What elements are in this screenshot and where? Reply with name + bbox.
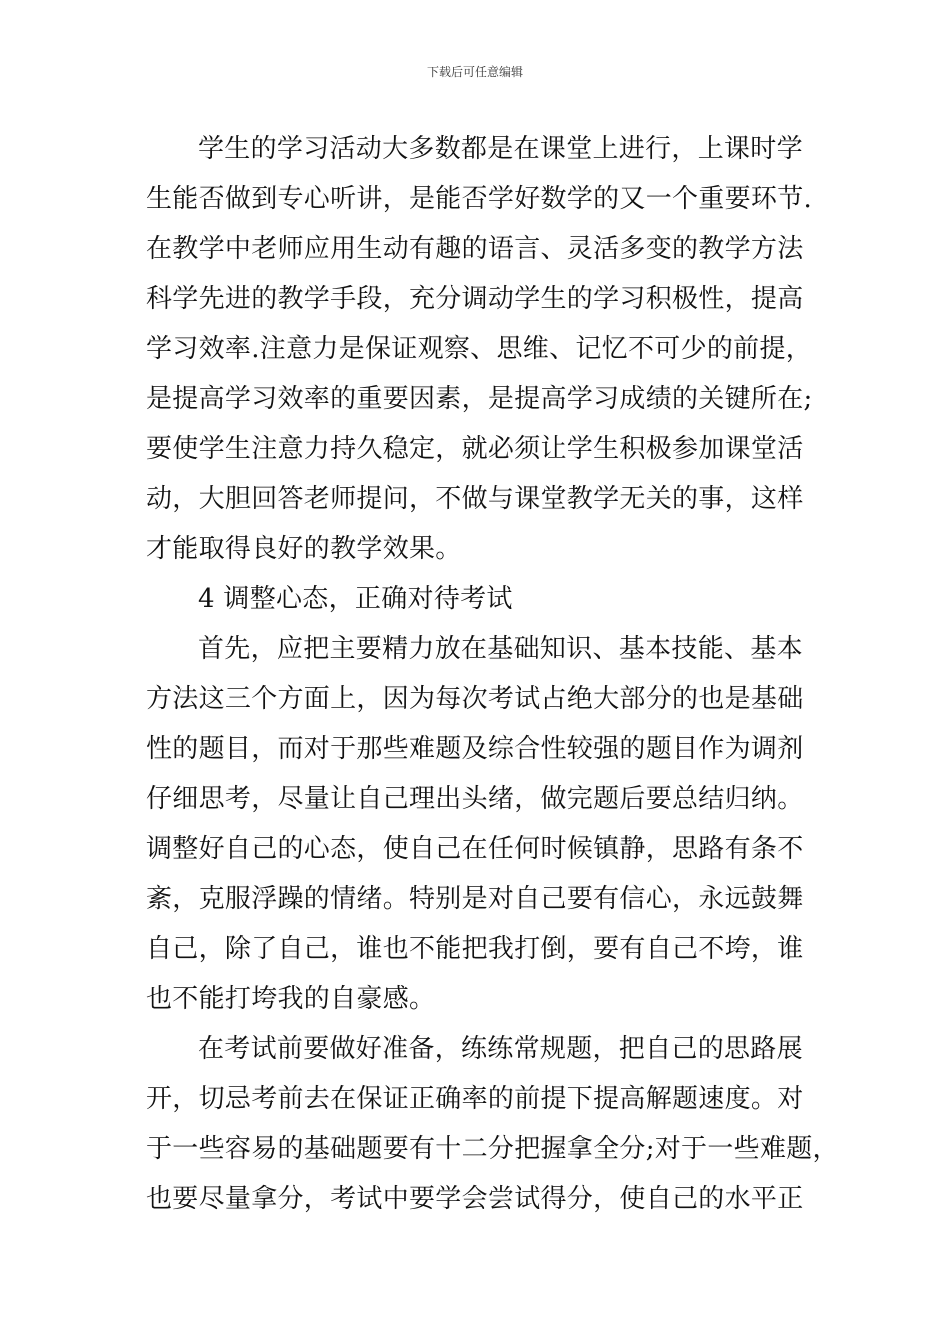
text-line: 也不能打垮我的自豪感。 [146, 984, 436, 1014]
document-body [146, 124, 839, 1224]
text-line: 紊，克服浮躁的情绪。特别是对自己要有信心，永远鼓舞 [146, 884, 804, 914]
text-line: 生能否做到专心听讲，是能否学好数学的又一个重要环节. [146, 184, 813, 214]
text-line: 调整好自己的心态，使自己在任何时候镇静，思路有条不 [146, 834, 804, 864]
text-line: 动，大胆回答老师提问，不做与课堂教学无关的事，这样 [146, 484, 804, 514]
text-line: 自己，除了自己，谁也不能把我打倒，要有自己不垮，谁 [146, 934, 804, 964]
section-heading: 4 调整心态，正确对待考试 [198, 584, 513, 614]
text-line: 首先，应把主要精力放在基础知识、基本技能、基本 [198, 634, 803, 664]
text-line: 开，切忌考前去在保证正确率的前提下提高解题速度。对 [146, 1084, 804, 1114]
text-line: 方法这三个方面上，因为每次考试占绝大部分的也是基础 [146, 684, 804, 714]
text-line: 才能取得良好的教学效果。 [146, 534, 462, 564]
text-line: 在教学中老师应用生动有趣的语言、灵活多变的教学方法 [146, 234, 804, 264]
text-line: 学习效率.注意力是保证观察、思维、记忆不可少的前提， [146, 334, 813, 364]
text-line: 也要尽量拿分，考试中要学会尝试得分，使自己的水平正 [146, 1184, 804, 1214]
text-line: 科学先进的教学手段，充分调动学生的学习积极性，提高 [146, 284, 804, 314]
text-line: 仔细思考，尽量让自己理出头绪，做完题后要总结归纳。 [146, 784, 804, 814]
text-line: 是提高学习效率的重要因素，是提高学习成绩的关键所在; [146, 384, 813, 414]
text-line: 性的题目，而对于那些难题及综合性较强的题目作为调剂 [146, 734, 804, 764]
text-line: 在考试前要做好准备，练练常规题，把自己的思路展 [198, 1034, 803, 1064]
text-line: 学生的学习活动大多数都是在课堂上进行，上课时学 [198, 134, 803, 164]
page-header: 下载后可任意编辑 [426, 65, 523, 79]
text-line: 于一些容易的基础题要有十二分把握拿全分;对于一些难题， [146, 1134, 839, 1164]
text-line: 要使学生注意力持久稳定，就必须让学生积极参加课堂活 [146, 434, 804, 464]
